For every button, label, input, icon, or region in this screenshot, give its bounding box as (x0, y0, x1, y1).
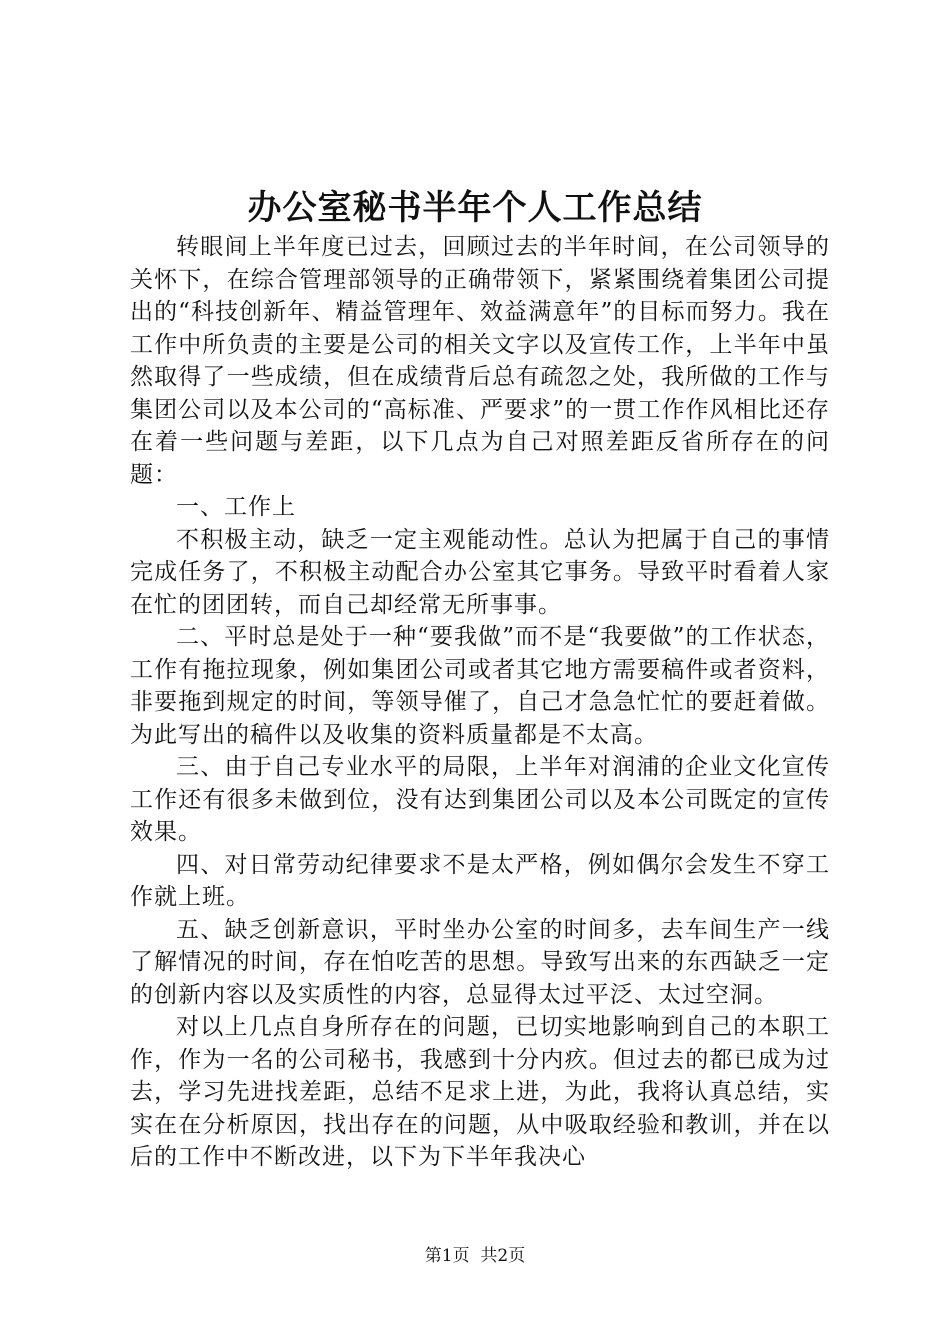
paragraph-passive: 不积极主动，缺乏一定主观能动性。总认为把属于自己的事情完成任务了，不积极主动配合办公室其它事务。导致平时看着人家在忙的团团转，而自己却经常无所事事。 (130, 526, 830, 618)
paragraph-reflection: 对以上几点自身所存在的问题，已切实地影响到自己的本职工作，作为一名的公司秘书，我感到十分内疚。但过去的都已成为过去，学习先进找差距，总结不足求上进，为此，我将认真总结，实实在在分析原因，找出存在的问题，从中吸取经验和教训，并在以后的工作中不断改进，以下为下半年我决心 (130, 1014, 830, 1170)
paragraph-procrastination: 二、平时总是处于一种“要我做”而不是“我要做”的工作状态，工作有拖拉现象，例如集团公司或者其它地方需要稿件或者资料，非要拖到规定的时间，等领导催了，自己才急急忙忙的要赶着做。为此写出的稿件以及收集的资料质量都是不太高。 (130, 624, 830, 748)
document-title: 办公室秘书半年个人工作总结 (247, 188, 703, 228)
paragraph-discipline: 四、对日常劳动纪律要求不是太严格，例如偶尔会发生不穿工作就上班。 (130, 851, 830, 910)
paragraph-heading-work: 一、工作上 (176, 494, 296, 520)
paragraph-intro: 转眼间上半年度已过去，回顾过去的半年时间，在公司领导的关怀下，在综合管理部领导的正确带领下，紧紧围绕着集团公司提出的“科技创新年、精益管理年、效益满意年”的目标而努力。我在工作中所负责的主要是公司的相关文字以及宣传工作，上半年中虽然取得了一些成绩，但在成绩背后总有疏忽之处，我所做的工作与集团公司以及本公司的“高标准、严要求”的一贯工作作风相比还存在着一些问题与差距，以下几点为自己对照差距反省所存在的问题： (130, 234, 830, 488)
page-footer: 第1页 共2页 (424, 1246, 526, 1266)
document-body (130, 231, 830, 1174)
paragraph-skill-limits: 三、由于自己专业水平的局限，上半年对润浦的企业文化宣传工作还有很多未做到位，没有达到集团公司以及本公司既定的宣传效果。 (130, 754, 830, 845)
paragraph-innovation: 五、缺乏创新意识，平时坐办公室的时间多，去车间生产一线了解情况的时间，存在怕吃苦的思想。导致写出来的东西缺乏一定的创新内容以及实质性的内容，总显得太过平泛、太过空洞。 (130, 916, 830, 1008)
